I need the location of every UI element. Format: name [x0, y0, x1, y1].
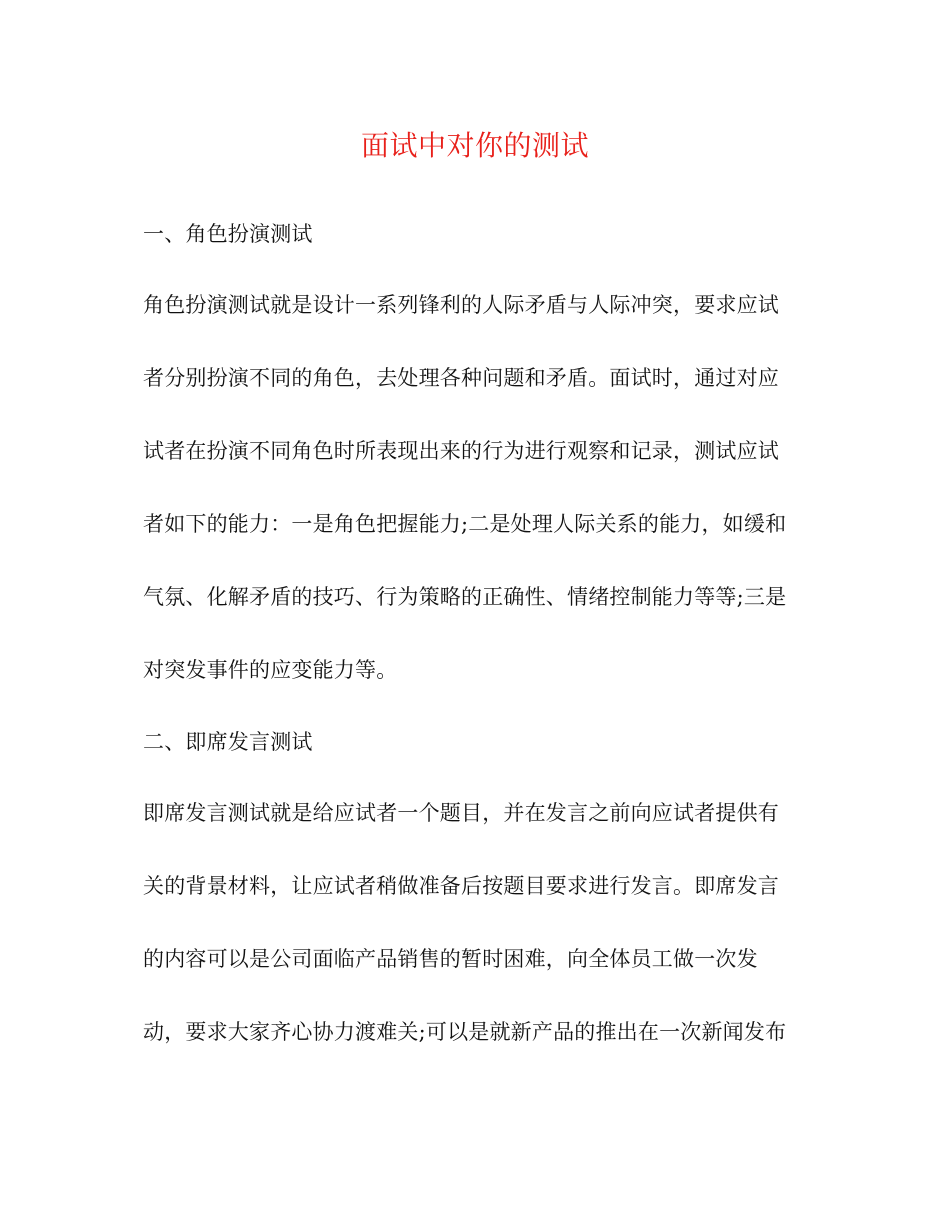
body-line: 动，要求大家齐心协力渡难关;可以是就新产品的推出在一次新闻发布 — [143, 1020, 787, 1044]
body-line: 者分别扮演不同的角色，去处理各种问题和矛盾。面试时，通过对应 — [143, 366, 779, 390]
body-line: 关的背景材料，让应试者稍做准备后按题目要求进行发言。即席发言 — [143, 874, 779, 898]
document-title: 面试中对你的测试 — [360, 129, 589, 162]
body-line: 即席发言测试就是给应试者一个题目，并在发言之前向应试者提供有 — [143, 801, 779, 825]
section-heading-impromptu-speech: 二、即席发言测试 — [143, 730, 313, 754]
body-line: 者如下的能力：一是角色把握能力;二是处理人际关系的能力，如缓和 — [143, 512, 787, 536]
body-line: 试者在扮演不同角色时所表现出来的行为进行观察和记录，测试应试 — [143, 439, 779, 463]
body-line: 对突发事件的应变能力等。 — [143, 658, 398, 682]
body-line: 的内容可以是公司面临产品销售的暂时困难，向全体员工做一次发 — [143, 947, 758, 971]
body-line: 气氛、化解矛盾的技巧、行为策略的正确性、情绪控制能力等等;三是 — [143, 585, 787, 609]
body-line: 角色扮演测试就是设计一系列锋利的人际矛盾与人际冲突，要求应试 — [143, 293, 779, 317]
section-heading-role-play: 一、角色扮演测试 — [143, 222, 313, 246]
